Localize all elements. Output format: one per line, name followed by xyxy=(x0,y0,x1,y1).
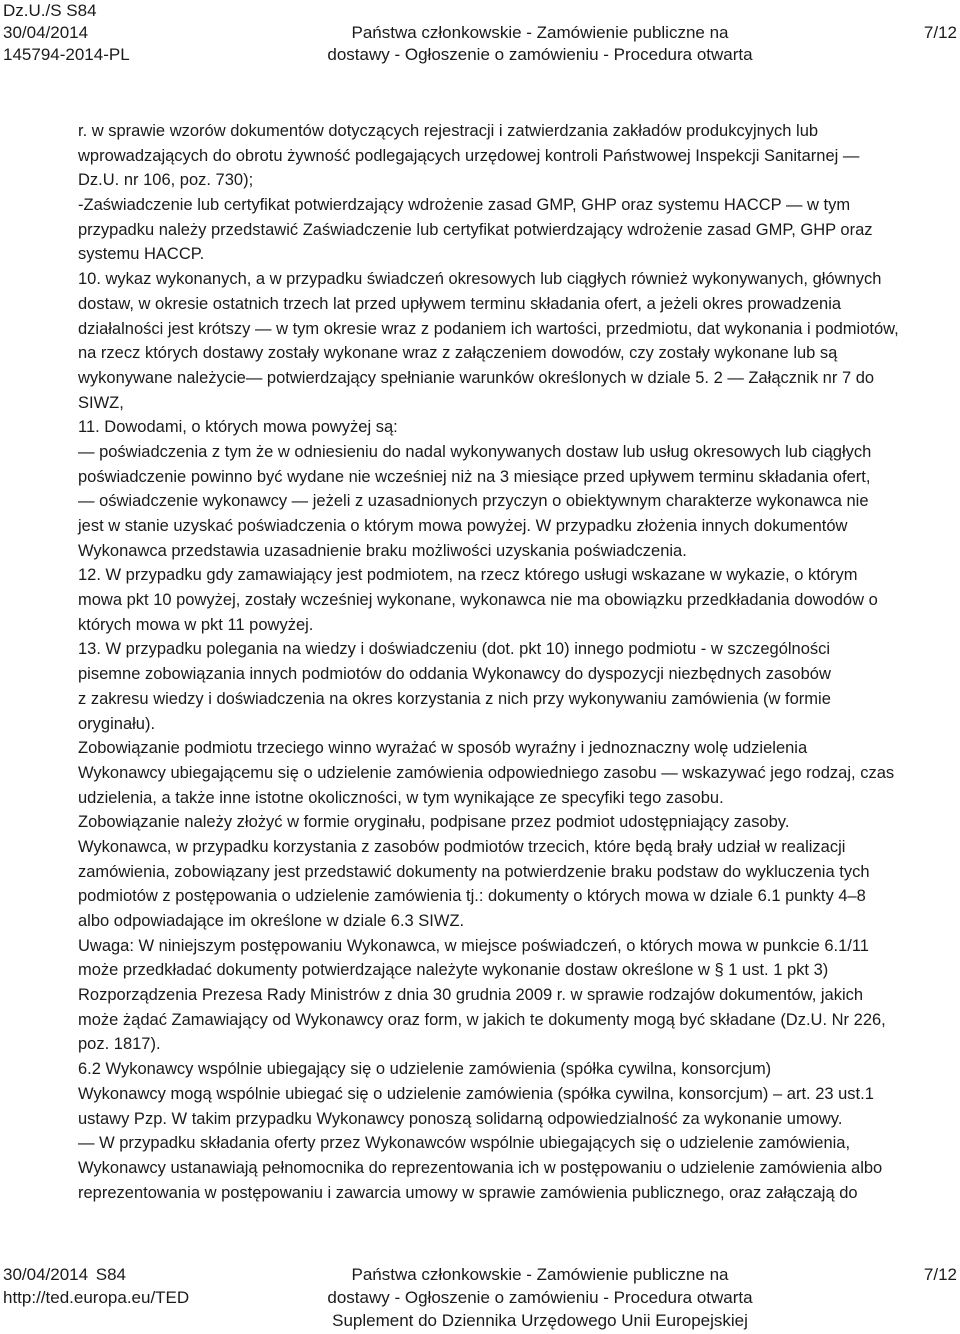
body-text-line: 13. W przypadku polegania na wiedzy i doświadczeniu (dot. pkt 10) innego podmiotu - w szczególności xyxy=(78,640,831,659)
header-date: 30/04/2014 xyxy=(3,23,89,42)
body-text-line: jest w stanie uzyskać poświadczenia o którym mowa powyżej. W przypadku złożenia innych dokumentów xyxy=(78,517,848,535)
footer-url[interactable]: http://ted.europa.eu/TED xyxy=(3,1288,190,1307)
footer-left xyxy=(3,1264,189,1310)
body-text-line: Dz.U. nr 106, poz. 730); xyxy=(78,171,254,190)
footer-page-number: 7/12 xyxy=(923,1265,957,1284)
footer-issue: S84 xyxy=(95,1265,126,1284)
body-text-line: — W przypadku składania oferty przez Wykonawców wspólnie ubiegających się o udzielenie zamówienia, xyxy=(78,1134,851,1153)
body-text-line: Zobowiązanie podmiotu trzeciego winno wyrażać w sposób wyraźny i jednoznaczny wolę udzielenia xyxy=(78,739,808,758)
body-text-line: może przedkładać dokumenty potwierdzające należyte wykonanie dostaw określone w § 1 ust. 1 pkt 3) xyxy=(78,961,829,980)
body-text-line: Uwaga: W niniejszym postępowaniu Wykonawca, w miejsce poświadczeń, o których mowa w punkcie 6.1/11 xyxy=(78,936,869,955)
body-text-line: udzielenia, a także inne istotne okoliczności, w tym wynikające ze specyfiki tego zasobu. xyxy=(78,788,724,807)
body-text-line: Zobowiązanie należy złożyć w formie oryginału, podpisane przez podmiot udostępniający zasoby. xyxy=(78,813,790,832)
footer-center xyxy=(230,1264,850,1333)
footer-right xyxy=(924,1264,957,1286)
body-text-line: — oświadczenie wykonawcy — jeżeli z uzasadnionych przyczyn o obiektywnym charakterze wykonawca nie xyxy=(78,492,869,511)
body-text-line: 12. W przypadku gdy zamawiający jest podmiotem, na rzecz którego usługi wskazane w wykazie, o którym xyxy=(78,566,858,585)
header-journal-ref: Dz.U./S S84 xyxy=(3,1,97,20)
body-text-line: wprowadzających do obrotu żywność podlegających urzędowej kontroli Państwowej Inspekcji Sanitarnej — xyxy=(78,146,860,165)
header-notice-number: 145794-2014-PL xyxy=(3,45,130,64)
body-text-line: systemu HACCP. xyxy=(78,245,205,264)
body-text-line: może żądać Zamawiający od Wykonawcy oraz form, w jakich te dokumenty mogą być składane (Dz.U. Nr 226, xyxy=(78,1010,886,1029)
body-text-line: Wykonawca przedstawia uzasadnienie braku możliwości uzyskania poświadczenia. xyxy=(78,541,687,560)
body-text-line: 11. Dowodami, o których mowa powyżej są: xyxy=(78,418,398,437)
body-text-line: na rzecz których dostawy zostały wykonane wraz z załączeniem dowodów, czy zostały wykonane lub są xyxy=(78,344,838,363)
body-text-line: Wykonawcy ubiegającemu się o udzielenie zamówienia odpowiedniego zasobu — wskazywać jego rodzaj, czas xyxy=(78,763,895,782)
body-text-line: mowa pkt 10 powyżej, zostały wcześniej wykonane, wykonawca nie ma obowiązku przedkładania dowodów o xyxy=(78,591,878,610)
header-center xyxy=(300,0,780,66)
body-text-line: oryginału). xyxy=(78,714,156,733)
header-title-line-2: dostawy - Ogłoszenie o zamówieniu - Procedura otwarta xyxy=(327,45,753,64)
footer-title-line-1: Państwa członkowskie - Zamówienie publiczne na xyxy=(351,1265,729,1284)
body-text-line: Wykonawcy mogą wspólnie ubiegać się o udzielenie zamówienia (spółka cywilna, konsorcjum) – art. 23 ust.1 xyxy=(78,1084,874,1103)
footer-title-line-2: dostawy - Ogłoszenie o zamówieniu - Procedura otwarta xyxy=(327,1288,753,1307)
body-text-line: reprezentowania w postępowaniu i zawarcia umowy w sprawie zamówienia publicznego, oraz załączają do xyxy=(78,1183,858,1202)
body-text-line: poświadczenie powinno być wydane nie wcześniej niż na 3 miesiące przed upływem terminu składania ofert, xyxy=(78,467,871,486)
body-text-line: z zakresu wiedzy i doświadczenia na okres korzystania z nich przy wykonywaniu zamówienia (w formie xyxy=(78,689,831,708)
header-left xyxy=(3,0,130,66)
body-text-line: Rozporządzenia Prezesa Rady Ministrów z dnia 30 grudnia 2009 r. w sprawie rodzajów dokumentów, jakich xyxy=(78,986,864,1005)
header-title-line-1: Państwa członkowskie - Zamówienie publiczne na xyxy=(351,23,729,42)
body-text-line: albo odpowiadające im określone w dziale 6.3 SIWZ. xyxy=(78,912,465,930)
body-text-line: Wykonawcy ustanawiają pełnomocnika do reprezentowania ich w postępowaniu o udzielenie zamówienia albo xyxy=(78,1158,883,1177)
header-page-number: 7/12 xyxy=(923,23,957,42)
body-text-line: 6.2 Wykonawcy wspólnie ubiegający się o udzielenie zamówienia (spółka cywilna, konsorcjum) xyxy=(78,1060,772,1079)
body-text-line: 10. wykaz wykonanych, a w przypadku świadczeń okresowych lub ciągłych również wykonywanych, głównych xyxy=(78,270,882,289)
footer-date: 30/04/2014 xyxy=(3,1265,89,1284)
header-right xyxy=(924,0,957,44)
body-text-line: — poświadczenia z tym że w odniesieniu do nadal wykonywanych dostaw lub usług okresowych lub ciągłych xyxy=(78,442,872,461)
body-text-line: -Zaświadczenie lub certyfikat potwierdzający wdrożenie zasad GMP, GHP oraz systemu HACCP — w tym xyxy=(78,196,851,215)
body-text-line: r. w sprawie wzorów dokumentów dotyczących rejestracji i zatwierdzania zakładów produkcyjnych lub xyxy=(78,122,819,140)
body-text-line: wykonywane należycie— potwierdzający spełnianie warunków określonych w dziale 5. 2 — Załącznik nr 7 do xyxy=(78,368,875,387)
body-text-line: poz. 1817). xyxy=(78,1035,161,1054)
body-text-line: przypadku należy przedstawić Zaświadczenie lub certyfikat potwierdzający wdrożenie zasad GMP, GHP oraz xyxy=(78,220,873,239)
body-text-line: Wykonawca, w przypadku korzystania z zasobów podmiotów trzecich, które będą brały udział w realizacji xyxy=(78,837,846,856)
body-text-line: zamówienia, zobowiązany jest przedstawić dokumenty na potwierdzenie braku podstaw do wykluczenia tych xyxy=(78,862,870,881)
body-text-line: podmiotów z postępowania o udzielenie zamówienia tj.: dokumenty o których mowa w dziale 6.1 punkty 4–8 xyxy=(78,887,866,906)
body-text-line: działalności jest krótszy — w tym okresie wraz z podaniem ich wartości, przedmiotu, dat wykonania i podmiotów, xyxy=(78,319,899,338)
body-text-line: pisemne zobowiązania innych podmiotów do oddania Wykonawcy do dyspozycji niezbędnych zasobów xyxy=(78,665,831,684)
body-text-line: SIWZ, xyxy=(78,393,124,412)
body-text-line: ustawy Pzp. W takim przypadku Wykonawcy ponoszą solidarną odpowiedzialność za wykonanie umowy. xyxy=(78,1109,843,1128)
body-text-line: których mowa w pkt 11 powyżej. xyxy=(78,615,314,634)
body-text-line: dostaw, w okresie ostatnich trzech lat przed upływem terminu składania ofert, a jeżeli okres prowadzenia xyxy=(78,294,842,313)
footer-supplement: Suplement do Dziennika Urzędowego Unii Europejskiej xyxy=(332,1311,748,1330)
document-body xyxy=(78,119,960,1205)
